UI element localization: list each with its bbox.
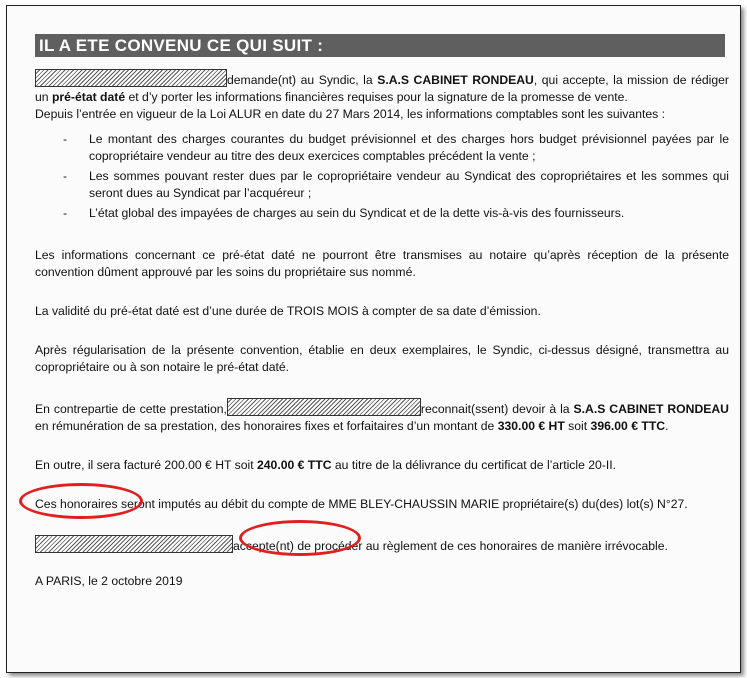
bullet-dash: - (63, 169, 68, 183)
list-item: - L’état global des impayées de charges au sein du Syndicat et de la dette vis-à-vis des fournisseurs. (63, 206, 625, 220)
paragraph-imputation: Ces honoraires seront imputés au débit du compte de MME BLEY-CHAUSSIN MARIE propriétaire(s) du(des) lot(s) N°27. (35, 497, 688, 511)
red-circle-annotation (19, 483, 143, 519)
bullet-dash: - (63, 206, 68, 220)
paragraph-reglement: accepte(nt) de procéder au règlement de ces honoraires de manière irrévocable. (35, 535, 729, 555)
amount-ttc: 396.00 € TTC (590, 419, 666, 433)
company-name: S.A.S CABINET RONDEAU (377, 73, 534, 87)
list-item: - Le montant des charges courantes du budget prévisionnel et des charges hors budget prévisionnel payées par le copropriétaire vendeur au titre des deux exercices comptables précédent la vente ; (63, 132, 729, 163)
section-heading: IL A ETE CONVENU CE QUI SUIT : (35, 34, 725, 57)
place-date: A PARIS, le 2 octobre 2019 (35, 574, 183, 588)
redacted-name (35, 535, 233, 553)
paragraph-loi-alur: Depuis l’entrée en vigueur de la Loi ALUR en date du 27 Mars 2014, les informations comptables sont les suivantes : (35, 107, 666, 121)
list-item: - Les sommes pouvant rester dues par le copropriétaire vendeur au Syndicat des copropriétaires et les sommes qui seront dues au Syndicat par l’acquéreur ; (63, 169, 729, 200)
paragraph-certificat: En outre, il sera facturé 200.00 € HT soit 240.00 € TTC au titre de la délivrance du certificat de l’article 20-II. (35, 458, 617, 472)
information-list (35, 131, 729, 222)
pre-etat-date-term: pré-état daté (51, 90, 126, 104)
amount-certificat-ttc: 240.00 € TTC (256, 458, 332, 472)
amount-ht: 330.00 € HT (497, 419, 565, 433)
red-circle-annotation (239, 520, 361, 556)
bullet-dash: - (63, 132, 68, 146)
document-page (6, 5, 741, 673)
paragraph-honoraires: En contrepartie de cette prestation, reconnait(ssent) devoir à la S.A.S CABINET RONDEAU en rémunération de sa prestation, des honoraires fixes et forfaitaires d’un montant de 330.00 € HT soit 396.00 € TTC. (35, 398, 729, 435)
paragraph-validity: La validité du pré-état daté est d’une durée de TROIS MOIS à compter de sa date d’émission. (35, 304, 541, 318)
paragraph-mission: demande(nt) au Syndic, la S.A.S CABINET RONDEAU, qui accepte, la mission de rédiger un pré-état daté et d’y porter les informations financières requises pour la signature de la promesse de vente. (35, 69, 729, 106)
paragraph-transmission: Les informations concernant ce pré-état daté ne pourront être transmises au notaire qu’après réception de la présente convention dûment approuvé par les soins du propriétaire sus nommé. (35, 248, 729, 279)
redacted-name (35, 69, 227, 87)
paragraph-regularisation: Après régularisation de la présente convention, établie en deux exemplaires, le Syndic, ci-dessus désigné, transmettra au copropriétaire ou à son notaire le pré-état daté. (35, 343, 729, 374)
company-name: S.A.S CABINET RONDEAU (573, 402, 729, 416)
redacted-name (227, 398, 421, 416)
